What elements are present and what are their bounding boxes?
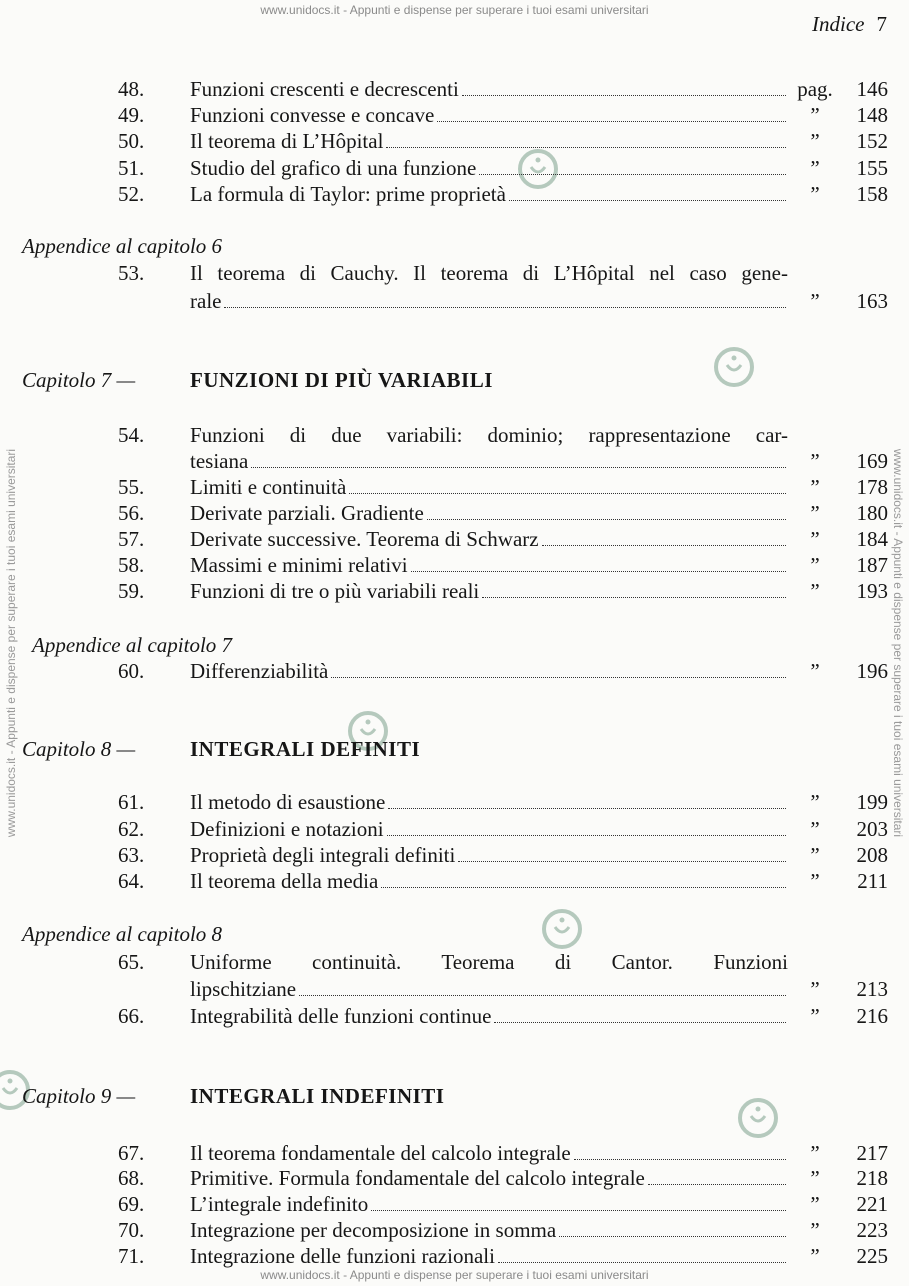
appendix-heading: Appendice al capitolo 8: [22, 922, 223, 946]
ditto-mark: ”: [810, 843, 820, 867]
entry-page: 213: [856, 977, 888, 1001]
dot-leader: [331, 659, 786, 678]
dot-leader: [386, 129, 786, 148]
ditto-mark: ”: [810, 103, 820, 127]
chapter-label: Capitolo 9 —: [22, 1084, 136, 1108]
dot-leader: [371, 1192, 786, 1211]
dot-leader: [542, 527, 786, 546]
entry-number: 56.: [118, 501, 145, 525]
toc-entry[interactable]: [118, 102, 888, 128]
entry-number: 49.: [118, 103, 145, 127]
entry-number: 58.: [118, 553, 145, 577]
entry-page: 158: [856, 182, 888, 206]
entry-title: Limiti e continuità: [190, 474, 786, 500]
entry-number: 59.: [118, 579, 145, 603]
toc-entry[interactable]: [118, 1003, 888, 1029]
entry-title: Il teorema fondamentale del calcolo integrale: [190, 1140, 786, 1166]
entry-page: 163: [856, 289, 888, 313]
dot-leader: [437, 103, 786, 122]
toc-entry[interactable]: [118, 868, 888, 894]
toc-entry[interactable]: [118, 976, 888, 1002]
appendix-heading: Appendice al capitolo 7: [32, 633, 233, 657]
dot-leader: [648, 1166, 786, 1185]
watermark-top[interactable]: www.unidocs.it - Appunti e dispense per superare i tuoi esami universitari: [260, 3, 649, 17]
entry-title: Proprietà degli integrali definiti: [190, 842, 786, 868]
ditto-mark: ”: [810, 1244, 820, 1268]
toc-entry[interactable]: [118, 789, 888, 815]
ditto-mark: ”: [810, 527, 820, 551]
toc-entry[interactable]: [118, 658, 888, 684]
toc-entry[interactable]: [118, 578, 888, 604]
entry-page: 218: [856, 1166, 888, 1190]
ditto-mark: ”: [810, 553, 820, 577]
ditto-mark: ”: [810, 977, 820, 1001]
entry-number: 52.: [118, 182, 145, 206]
entry-title-line1: Il teorema di Cauchy. Il teorema di L’Hôpital nel caso gene-: [190, 261, 788, 285]
entry-number: 55.: [118, 475, 145, 499]
dot-leader: [509, 182, 786, 201]
chapter-title: FUNZIONI DI PIÙ VARIABILI: [190, 368, 493, 392]
toc-entry[interactable]: [118, 155, 888, 181]
toc-entry[interactable]: [118, 128, 888, 154]
entry-title: Integrazione per decomposizione in somma: [190, 1217, 786, 1243]
entry-title: Integrazione delle funzioni razionali: [190, 1243, 786, 1269]
entry-title: Funzioni crescenti e decrescenti: [190, 76, 786, 102]
ditto-mark: ”: [810, 659, 820, 683]
entry-title: tesiana: [190, 448, 786, 474]
ditto-mark: ”: [810, 1141, 820, 1165]
chapter-title: INTEGRALI INDEFINITI: [190, 1084, 445, 1108]
toc-entry[interactable]: [118, 500, 888, 526]
toc-entry[interactable]: [118, 1140, 888, 1166]
entry-number: 64.: [118, 869, 145, 893]
entry-page: 187: [856, 553, 888, 577]
dot-leader: [498, 1244, 786, 1263]
entry-number: 62.: [118, 817, 145, 841]
entry-number: 69.: [118, 1192, 145, 1216]
dot-leader: [224, 289, 786, 308]
entry-page: 148: [856, 103, 888, 127]
entry-title: Derivate parziali. Gradiente: [190, 500, 786, 526]
entry-number: 70.: [118, 1218, 145, 1242]
page-number: 7: [876, 12, 887, 36]
entry-number: 54.: [118, 423, 145, 447]
entry-number: 57.: [118, 527, 145, 551]
dot-leader: [381, 869, 786, 888]
entry-page: 225: [856, 1244, 888, 1268]
entry-title: Definizioni e notazioni: [190, 816, 786, 842]
entry-number: 53.: [118, 261, 145, 285]
toc-entry[interactable]: [118, 76, 888, 102]
entry-page: 155: [856, 156, 888, 180]
toc-entry[interactable]: [118, 1243, 888, 1269]
entry-number: 71.: [118, 1244, 145, 1268]
entry-page: 211: [857, 869, 888, 893]
watermark-bottom[interactable]: www.unidocs.it - Appunti e dispense per superare i tuoi esami universitari: [260, 1268, 649, 1282]
entry-number: 50.: [118, 129, 145, 153]
dot-leader: [411, 553, 786, 572]
entry-page: 152: [856, 129, 888, 153]
entry-number: 67.: [118, 1141, 145, 1165]
entry-title: Il metodo di esaustione: [190, 789, 786, 815]
page-header: [812, 12, 887, 37]
ditto-mark: ”: [810, 869, 820, 893]
toc-entry[interactable]: [118, 1217, 888, 1243]
ditto-mark: ”: [810, 1192, 820, 1216]
toc-entry[interactable]: [118, 552, 888, 578]
entry-page: 196: [856, 659, 888, 683]
chapter-heading: [22, 1083, 445, 1109]
entry-number: 61.: [118, 790, 145, 814]
dot-leader: [494, 1004, 786, 1023]
entry-title: Primitive. Formula fondamentale del calcolo integrale: [190, 1165, 786, 1191]
ditto-mark: ”: [810, 182, 820, 206]
dot-leader: [559, 1218, 786, 1237]
entry-number: 65.: [118, 950, 145, 974]
page-abbrev: pag.: [797, 77, 833, 101]
ditto-mark: ”: [810, 1218, 820, 1242]
entry-page: 223: [856, 1218, 888, 1242]
entry-title-line1: Uniforme continuità. Teorema di Cantor. Funzioni: [190, 950, 788, 974]
ditto-mark: ”: [810, 790, 820, 814]
toc-entry[interactable]: [118, 181, 888, 207]
entry-page: 178: [856, 475, 888, 499]
entry-number: 51.: [118, 156, 145, 180]
unidocs-logo-icon: [712, 345, 756, 389]
entry-number: 66.: [118, 1004, 145, 1028]
toc-entry[interactable]: [118, 1191, 888, 1217]
ditto-mark: ”: [810, 289, 820, 313]
entry-page: 146: [856, 77, 888, 101]
chapter-label: Capitolo 7 —: [22, 368, 136, 392]
ditto-mark: ”: [810, 129, 820, 153]
entry-page: 199: [856, 790, 888, 814]
ditto-mark: ”: [810, 156, 820, 180]
entry-page: 184: [856, 527, 888, 551]
unidocs-logo-icon: [540, 907, 584, 951]
header-title: Indice: [812, 12, 865, 36]
chapter-label: Capitolo 8 —: [22, 737, 136, 761]
entry-title: Il teorema della media: [190, 868, 786, 894]
entry-title: Integrabilità delle funzioni continue: [190, 1003, 786, 1029]
dot-leader: [427, 501, 786, 520]
entry-title: La formula di Taylor: prime proprietà: [190, 181, 786, 207]
entry-title: Massimi e minimi relativi: [190, 552, 786, 578]
entry-number: 60.: [118, 659, 145, 683]
toc-entry[interactable]: [118, 842, 888, 868]
toc-entry[interactable]: [118, 816, 888, 842]
entry-number: 48.: [118, 77, 145, 101]
entry-title: Funzioni di tre o più variabili reali: [190, 578, 786, 604]
entry-title: Derivate successive. Teorema di Schwarz: [190, 526, 786, 552]
dot-leader: [299, 977, 786, 996]
entry-page: 217: [856, 1141, 888, 1165]
dot-leader: [251, 449, 786, 468]
entry-title: Differenziabilità: [190, 658, 786, 684]
ditto-mark: ”: [810, 1004, 820, 1028]
entry-title: Studio del grafico di una funzione: [190, 155, 786, 181]
dot-leader: [387, 817, 786, 836]
entry-number: 63.: [118, 843, 145, 867]
dot-leader: [479, 156, 786, 175]
chapter-title: INTEGRALI DEFINITI: [190, 737, 421, 761]
chapter-heading: [22, 736, 421, 762]
unidocs-logo-icon: [736, 1096, 780, 1140]
entry-title-line1: Funzioni di due variabili: dominio; rappresentazione car-: [190, 423, 788, 447]
dot-leader: [349, 475, 786, 494]
entry-title: lipschitziane: [190, 976, 786, 1002]
appendix-heading: Appendice al capitolo 6: [22, 234, 223, 258]
ditto-mark: ”: [810, 817, 820, 841]
entry-title: L’integrale indefinito: [190, 1191, 786, 1217]
entry-page: 169: [856, 449, 888, 473]
entry-page: 203: [856, 817, 888, 841]
entry-page: 216: [856, 1004, 888, 1028]
entry-title: Funzioni convesse e concave: [190, 102, 786, 128]
dot-leader: [388, 790, 786, 809]
dot-leader: [458, 843, 786, 862]
entry-page: 221: [856, 1192, 888, 1216]
dot-leader: [482, 579, 786, 598]
entry-page: 193: [856, 579, 888, 603]
chapter-heading: [22, 367, 493, 393]
toc-entry[interactable]: [118, 288, 888, 314]
dot-leader: [462, 77, 786, 96]
entry-number: 68.: [118, 1166, 145, 1190]
toc-entry[interactable]: [118, 474, 888, 500]
ditto-mark: ”: [810, 475, 820, 499]
entry-title: Il teorema di L’Hôpital: [190, 128, 786, 154]
toc-entry[interactable]: [118, 526, 888, 552]
entry-page: 180: [856, 501, 888, 525]
ditto-mark: ”: [810, 579, 820, 603]
entry-page: 208: [856, 843, 888, 867]
dot-leader: [574, 1141, 786, 1160]
toc-entry[interactable]: [118, 1165, 888, 1191]
toc-entry[interactable]: [118, 448, 888, 474]
entry-title: rale: [190, 288, 786, 314]
ditto-mark: ”: [810, 501, 820, 525]
ditto-mark: ”: [810, 1166, 820, 1190]
ditto-mark: ”: [810, 449, 820, 473]
